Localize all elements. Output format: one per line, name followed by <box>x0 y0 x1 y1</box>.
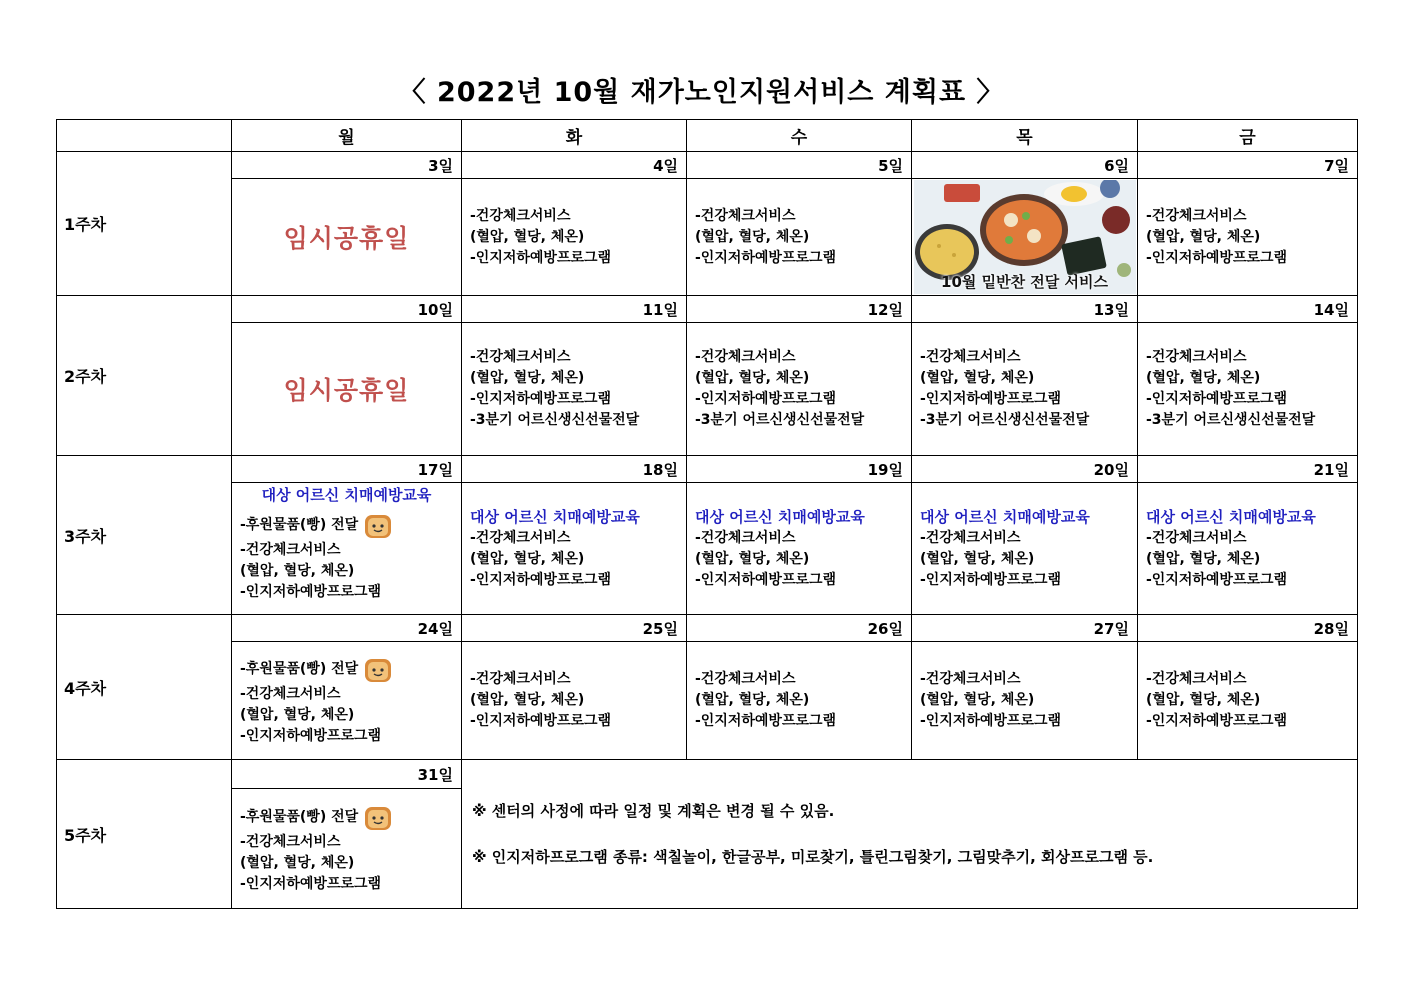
day-cell <box>687 642 912 760</box>
day-cell <box>1138 323 1358 456</box>
week4-content-row <box>57 642 1358 760</box>
item-bread-row <box>240 654 461 684</box>
date-label: 28일 <box>1138 615 1358 642</box>
item-vitals: (혈압, 혈당, 체온) <box>470 228 585 245</box>
item-health: -건강체크서비스 <box>1146 529 1247 546</box>
date-label: 19일 <box>687 456 912 483</box>
week-label: 1주차 <box>57 152 232 296</box>
item-cognitive: -인지저하예방프로그램 <box>695 571 837 588</box>
date-label: 31일 <box>232 760 462 789</box>
item-dementia-education: 대상 어르신 치매예방교육 <box>470 507 640 526</box>
item-health: -건강체크서비스 <box>695 349 796 365</box>
item-vitals: (혈압, 혈당, 체온) <box>1146 692 1261 708</box>
day-cell <box>232 642 462 760</box>
item-health: -건강체크서비스 <box>470 671 571 687</box>
item-vitals: (혈압, 혈당, 체온) <box>240 855 355 871</box>
item-vitals: (혈압, 혈당, 체온) <box>240 707 355 723</box>
item-dementia-education: 대상 어르신 치매예방교육 <box>261 486 432 504</box>
week2-date-row <box>57 296 1358 323</box>
item-cognitive: -인지저하예방프로그램 <box>1146 391 1288 407</box>
item-vitals: (혈압, 혈당, 체온) <box>1146 370 1261 386</box>
holiday-label: 임시공휴일 <box>232 323 462 456</box>
item-health: -건강체크서비스 <box>240 834 341 850</box>
item-bread-row <box>240 510 461 540</box>
item-cognitive: -인지저하예방프로그램 <box>920 571 1062 588</box>
item-health: -건강체크서비스 <box>695 207 796 224</box>
item-bread: -후원물품(빵) 전달 <box>240 809 359 825</box>
item-cognitive: -인지저하예방프로그램 <box>920 713 1062 729</box>
week2-content-row <box>57 323 1358 456</box>
bread-icon <box>362 802 394 832</box>
date-label: 25일 <box>462 615 687 642</box>
week4-date-row <box>57 615 1358 642</box>
item-cognitive: -인지저하예방프로그램 <box>470 713 612 729</box>
item-health: -건강체크서비스 <box>695 529 796 546</box>
week-label: 2주차 <box>57 296 232 456</box>
week5-date-row <box>57 760 1358 789</box>
item-cognitive: -인지저하예방프로그램 <box>695 391 837 407</box>
date-label: 14일 <box>1138 296 1358 323</box>
item-health: -건강체크서비스 <box>920 529 1021 546</box>
header-fri: 금 <box>1138 120 1358 152</box>
week1-date-row <box>57 152 1358 179</box>
item-vitals: (혈압, 혈당, 체온) <box>920 550 1035 567</box>
item-health: -건강체크서비스 <box>920 671 1021 687</box>
item-birthday-gift: -3분기 어르신생신선물전달 <box>695 412 865 428</box>
item-bread: -후원물품(빵) 전달 <box>240 661 359 677</box>
panchan-caption: 10월 밑반찬 전달 서비스 <box>941 273 1108 291</box>
item-cognitive: -인지저하예방프로그램 <box>470 249 612 266</box>
header-tue: 화 <box>462 120 687 152</box>
date-label: 4일 <box>462 152 687 179</box>
item-cognitive: -인지저하예방프로그램 <box>1146 571 1288 588</box>
schedule-table <box>56 119 1358 909</box>
item-health: -건강체크서비스 <box>1146 349 1247 365</box>
date-label: 26일 <box>687 615 912 642</box>
header-mon: 월 <box>232 120 462 152</box>
date-label: 21일 <box>1138 456 1358 483</box>
item-vitals: (혈압, 혈당, 체온) <box>470 370 585 386</box>
day-cell <box>687 323 912 456</box>
item-vitals: (혈압, 혈당, 체온) <box>695 228 810 245</box>
day-cell <box>912 323 1138 456</box>
item-vitals: (혈압, 혈당, 체온) <box>470 692 585 708</box>
item-cognitive: -인지저하예방프로그램 <box>470 571 612 588</box>
date-label: 18일 <box>462 456 687 483</box>
item-bread-row <box>240 802 461 832</box>
day-cell <box>462 642 687 760</box>
notes-cell <box>462 760 1358 909</box>
day-cell <box>462 483 687 615</box>
item-vitals: (혈압, 혈당, 체온) <box>240 563 355 579</box>
page-title: 〈 2022년 10월 재가노인지원서비스 계획표 〉 <box>398 77 1005 108</box>
week3-content-row <box>57 483 1358 615</box>
week3-date-row <box>57 456 1358 483</box>
item-cognitive: -인지저하예방프로그램 <box>695 249 837 266</box>
item-cognitive: -인지저하예방프로그램 <box>240 584 382 600</box>
week-label: 5주차 <box>57 760 232 909</box>
item-vitals: (혈압, 혈당, 체온) <box>695 550 810 567</box>
item-vitals: (혈압, 혈당, 체온) <box>920 692 1035 708</box>
date-label: 10일 <box>232 296 462 323</box>
item-birthday-gift: -3분기 어르신생신선물전달 <box>470 412 640 428</box>
item-cognitive: -인지저하예방프로그램 <box>240 876 382 892</box>
item-health: -건강체크서비스 <box>695 671 796 687</box>
item-dementia-education: 대상 어르신 치매예방교육 <box>695 507 865 526</box>
item-health: -건강체크서비스 <box>1146 207 1247 224</box>
day-cell <box>1138 483 1358 615</box>
day-cell <box>1138 179 1358 296</box>
panchan-image <box>914 180 1136 294</box>
item-dementia-education: 대상 어르신 치매예방교육 <box>920 507 1090 526</box>
item-vitals: (혈압, 혈당, 체온) <box>695 370 810 386</box>
day-cell <box>232 789 462 909</box>
item-vitals: (혈압, 혈당, 체온) <box>470 550 585 567</box>
note-program-types: ※ 인지저하프로그램 종류: 색칠놀이, 한글공부, 미로찾기, 틀린그림찾기, 그림맞추기, 회상프로그램 등. <box>472 848 1154 866</box>
header-thu: 목 <box>912 120 1138 152</box>
item-health: -건강체크서비스 <box>240 686 341 702</box>
day-cell <box>462 179 687 296</box>
header-row <box>57 120 1358 152</box>
item-cognitive: -인지저하예방프로그램 <box>470 391 612 407</box>
item-birthday-gift: -3분기 어르신생신선물전달 <box>920 412 1090 428</box>
item-health: -건강체크서비스 <box>470 349 571 365</box>
item-cognitive: -인지저하예방프로그램 <box>1146 713 1288 729</box>
day-cell <box>687 179 912 296</box>
item-dementia-education: 대상 어르신 치매예방교육 <box>1146 507 1316 526</box>
item-vitals: (혈압, 혈당, 체온) <box>920 370 1035 386</box>
item-health: -건강체크서비스 <box>470 529 571 546</box>
day-cell <box>462 323 687 456</box>
date-label: 27일 <box>912 615 1138 642</box>
item-health: -건강체크서비스 <box>240 542 341 558</box>
bread-icon <box>362 654 394 684</box>
day-cell <box>1138 642 1358 760</box>
item-bread: -후원물품(빵) 전달 <box>240 517 359 533</box>
item-health: -건강체크서비스 <box>470 207 571 224</box>
week1-content-row <box>57 179 1358 296</box>
date-label: 20일 <box>912 456 1138 483</box>
day-cell <box>232 483 462 615</box>
item-vitals: (혈압, 혈당, 체온) <box>1146 228 1261 245</box>
day-cell <box>687 483 912 615</box>
bread-icon <box>362 510 394 540</box>
item-vitals: (혈압, 혈당, 체온) <box>695 692 810 708</box>
date-label: 7일 <box>1138 152 1358 179</box>
week-label: 3주차 <box>57 456 232 615</box>
note-schedule-change: ※ 센터의 사정에 따라 일정 및 계획은 변경 될 수 있음. <box>472 802 835 820</box>
date-label: 6일 <box>912 152 1138 179</box>
date-label: 24일 <box>232 615 462 642</box>
item-cognitive: -인지저하예방프로그램 <box>920 391 1062 407</box>
date-label: 11일 <box>462 296 687 323</box>
date-label: 13일 <box>912 296 1138 323</box>
item-birthday-gift: -3분기 어르신생신선물전달 <box>1146 412 1316 428</box>
item-health: -건강체크서비스 <box>1146 671 1247 687</box>
panchan-cell <box>912 179 1138 296</box>
item-health: -건강체크서비스 <box>920 349 1021 365</box>
item-cognitive: -인지저하예방프로그램 <box>695 713 837 729</box>
corner-cell <box>57 120 232 152</box>
date-label: 12일 <box>687 296 912 323</box>
day-cell <box>912 483 1138 615</box>
date-label: 3일 <box>232 152 462 179</box>
item-cognitive: -인지저하예방프로그램 <box>1146 249 1288 266</box>
header-wed: 수 <box>687 120 912 152</box>
item-vitals: (혈압, 혈당, 체온) <box>1146 550 1261 567</box>
date-label: 5일 <box>687 152 912 179</box>
week-label: 4주차 <box>57 615 232 760</box>
item-cognitive: -인지저하예방프로그램 <box>240 728 382 744</box>
date-label: 17일 <box>232 456 462 483</box>
day-cell <box>912 642 1138 760</box>
holiday-label: 임시공휴일 <box>232 179 462 296</box>
